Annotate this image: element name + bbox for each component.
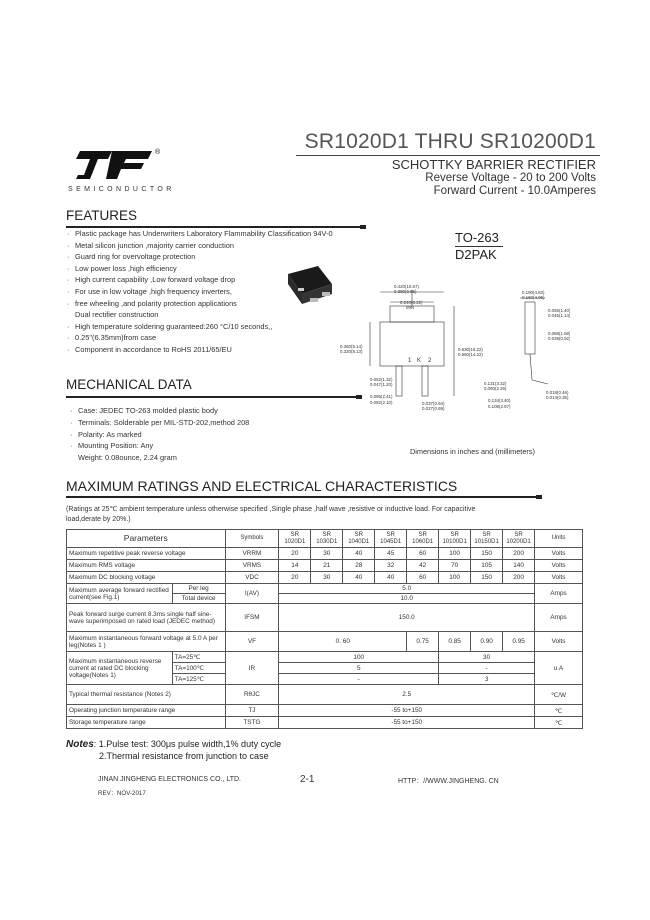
feature-item: · Guard ring for overvoltage protection [67,252,196,262]
table-cell: 0.85 [439,632,471,652]
table-cell: Maximum repetitive peak reverse voltage [67,548,226,560]
table-cell: Peak forward surge current 8.3ms single half sine-wave superimposed on rated load (JEDEC method) [67,604,226,632]
table-cell: Operating junction temperature range [67,705,226,717]
table-cell: 150.0 [279,604,535,632]
table-cell: 30 [311,572,343,584]
table-cell: 42 [407,560,439,572]
table-cell: Volts [535,572,583,584]
header-part: SR 10150D1 [471,530,503,548]
table-cell: IFSM [225,604,279,632]
table-row [67,652,583,663]
table-cell: Maximum instantaneous reverse current at rated DC blocking voltage(Notes 1) [67,652,173,685]
table-cell: 30 [439,652,535,663]
table-cell: 20 [279,548,311,560]
dimensions-note: Dimensions in inches and (millimeters) [410,447,535,456]
dim-label: 0.630(16.22) [458,347,483,352]
table-cell: Maximum average forward rectified current(see Fig.1) [67,584,173,604]
title-divider [296,155,600,156]
notes-line-2: 2.Thermal resistance from junction to case [99,751,269,761]
table-cell: RθJC [225,685,279,705]
reverse-voltage-spec: Reverse Voltage - 20 to 200 Volts [425,172,596,184]
header-part: SR 1020D1 [279,530,311,548]
table-cell: Amps [535,604,583,632]
table-cell: 100 [439,548,471,560]
table-cell: 10.0 [279,594,535,604]
footer-revision: REV：NOV-2017 [98,790,146,797]
table-cell: - [279,674,439,685]
table-cell: TA=125℃ [172,674,225,685]
dim-label: 0.052(1.32) [370,377,393,382]
table-cell: Per leg [172,584,225,594]
feature-item: · High temperature soldering guaranteed:260 °C/10 seconds,, [67,321,273,331]
table-cell: Typical thermal resistance (Notes 2) [67,685,226,705]
dim-label: 0.420(10.67) [394,284,419,289]
dim-label: 0.134(3.40) [488,398,511,403]
package-outline-drawing [270,262,570,422]
header-part: SR 10100D1 [439,530,471,548]
feature-item: · 0.25"(6.35mm)from case [67,333,157,343]
table-cell: 0. 60 [279,632,407,652]
footer-company: JINAN JINGHENG ELECTRONICS CO., LTD. [98,776,241,783]
table-cell: ℃ [535,717,583,729]
table-row [67,685,583,705]
mechanical-item: · Terminals: Solderable per MIL-STD-202,method 208 [70,417,250,427]
dim-label: 0.055(1.40) [548,308,570,313]
feature-item: · Low power loss ,high efficiency [67,263,177,273]
header-part: SR 10200D1 [503,530,535,548]
table-row [67,632,583,652]
mechanical-heading: MECHANICAL DATA [66,377,192,392]
dim-label: 0.090(2.29) [484,386,507,391]
company-logo [68,145,178,189]
notes-line-1: Notes: 1.Pulse test: 300μs pulse width,1% duty cycle [66,739,282,750]
table-cell: Volts [535,548,583,560]
table-cell: 5.0 [279,584,535,594]
table-row [67,717,583,729]
table-cell: VRRM [225,548,279,560]
table-row [67,548,583,560]
table-cell: 28 [343,560,375,572]
page-number: 2-1 [300,774,315,785]
table-cell: - [439,663,535,674]
header-part: SR 1030D1 [311,530,343,548]
table-cell: ℃ [535,705,583,717]
dim-label: 0.037(0.94) [422,401,445,406]
table-cell: Volts [535,632,583,652]
table-cell: 40 [343,572,375,584]
dim-label: 0.160(4.06) [522,295,545,300]
table-cell: 32 [375,560,407,572]
footer-url: HTTP：//WWW.JINGHENG. CN [398,778,499,785]
dim-label: 0.038(0.92) [548,336,570,341]
forward-current-spec: Forward Current - 10.0Amperes [433,185,596,197]
table-cell: Maximum instantaneous forward voltage at 5.0 A per leg(Notes 1 ) [67,632,226,652]
package-name-d2pak: D2PAK [455,247,497,262]
mechanical-divider [66,396,356,398]
table-cell: -55 to+150 [279,705,535,717]
dim-label: 0.045(1.14) [548,313,570,318]
ratings-heading: MAXIMUM RATINGS AND ELECTRICAL CHARACTERISTICS [66,478,458,494]
table-cell: IR [225,652,279,685]
table-cell: 40 [375,572,407,584]
ratings-note: (Ratings at 25℃ ambient temperature unless otherwise specified ,Single phase ,half wave ,resistive or inductive load. For capacitive load,derate by 20%.) [66,506,476,523]
header-part: SR 1045D1 [375,530,407,548]
table-cell: VF [225,632,279,652]
product-subtitle: SCHOTTKY BARRIER RECTIFIER [391,157,596,172]
mechanical-item: · Case: JEDEC TO-263 molded plastic body [70,406,218,415]
header-part: SR 1060D1 [407,530,439,548]
feature-item: · For use in low voltage ,high frequency inverters, [67,286,232,296]
table-cell: 60 [407,548,439,560]
mechanical-item: Weight: 0.08ounce, 2.24 gram [78,453,177,463]
table-cell: 2.5 [279,685,535,705]
dim-label: 0.095(2.41) [370,394,393,399]
feature-item: · free wheeling ,and polarity protection applications [67,298,237,308]
table-cell: 0.95 [503,632,535,652]
feature-item: · High current capability ,Low forward voltage drop [67,275,236,285]
feature-item: · Plastic package has Underwriters Laboratory Flammability Classification 94V-0 [67,229,333,238]
table-cell: u A [535,652,583,685]
mechanical-list [70,405,249,464]
table-cell: I(AV) [225,584,279,604]
dim-label: 0.380(9.65) [394,289,417,294]
table-cell: 5 [279,663,439,674]
table-cell: 0.90 [471,632,503,652]
table-cell: 100 [439,572,471,584]
dim-label: 0.131(3.32) [484,381,507,386]
table-cell: 14 [279,560,311,572]
table-cell: Storage temperature range [67,717,226,729]
table-cell: 105 [471,560,503,572]
pin-label-2: 2 [428,358,432,364]
table-row [67,560,583,572]
table-cell: 70 [439,560,471,572]
header-symbols: Symbols [225,530,279,548]
dim-label: 0.190(4.83) [522,290,545,295]
dim-label: 0.068(1.68) [548,331,570,336]
dim-label: 0.240(6.22) [400,300,423,305]
table-cell: 45 [375,548,407,560]
features-heading: FEATURES [66,208,138,223]
table-cell: -55 to+150 [279,717,535,729]
header-units: Units [535,530,583,548]
dim-label: 0.108(2.67) [488,404,511,409]
feature-item: · Component in accordance to RoHS 2011/65/EU [67,344,232,354]
table-cell: 21 [311,560,343,572]
dim-label: 0.018(0.46) [546,390,569,395]
dim-label: 0.082(2.10) [370,400,393,405]
table-cell: TJ [225,705,279,717]
table-cell: 40 [343,548,375,560]
table-cell: VRMS [225,560,279,572]
table-cell: 60 [407,572,439,584]
table-cell: 140 [503,560,535,572]
table-cell: 200 [503,572,535,584]
mechanical-item: · Mounting Position: Any [70,441,154,451]
table-cell: 20 [279,572,311,584]
table-cell: 3 [439,674,535,685]
table-cell: 200 [503,548,535,560]
table-row [67,584,583,594]
table-cell: ℃/W [535,685,583,705]
header-part: SR 1040D1 [343,530,375,548]
table-cell: 0.75 [407,632,439,652]
table-cell: Maximum DC blocking voltage [67,572,226,584]
mechanical-item: · Polarity: As marked [70,429,142,439]
package-name-to263: TO-263 [455,230,499,245]
table-cell: VDC [225,572,279,584]
dim-label: 0.360(9.14) [340,344,363,349]
table-row [67,705,583,717]
table-cell: 150 [471,548,503,560]
ratings-divider [66,496,536,498]
dim-label: 0.560(14.22) [458,352,483,357]
dim-label: 0.320(8.13) [340,349,363,354]
pin-label-k: K [417,358,422,364]
header-parameters: Parameters [67,530,226,548]
dim-label: 0.014(0.35) [546,395,569,400]
table-row [67,572,583,584]
table-cell: Total device [172,594,225,604]
table-cell: 100 [279,652,439,663]
feature-item: Dual rectifier construction [75,310,159,320]
table-cell: Maximum RMS voltage [67,560,226,572]
dim-label: 0.027(0.69) [422,406,445,411]
table-cell: TSTG [225,717,279,729]
feature-item: · Metal silicon junction ,majority carrier conduction [67,240,234,250]
table-cell: TA=25℃ [172,652,225,663]
table-cell: 150 [471,572,503,584]
component-image [288,266,332,304]
registered-mark: ® [155,149,161,156]
table-cell: Amps [535,584,583,604]
dim-label: MIN [406,305,415,310]
table-cell: TA=100℃ [172,663,225,674]
table-cell: Volts [535,560,583,572]
page-title: SR1020D1 THRU SR10200D1 [304,130,596,153]
ratings-table [66,529,583,729]
table-cell: 30 [311,548,343,560]
dim-label: 0.047(1.20) [370,382,393,387]
pin-label-1: 1 [408,358,412,364]
table-row [67,604,583,632]
brand-semiconductor: SEMICONDUCTOR [68,186,175,193]
